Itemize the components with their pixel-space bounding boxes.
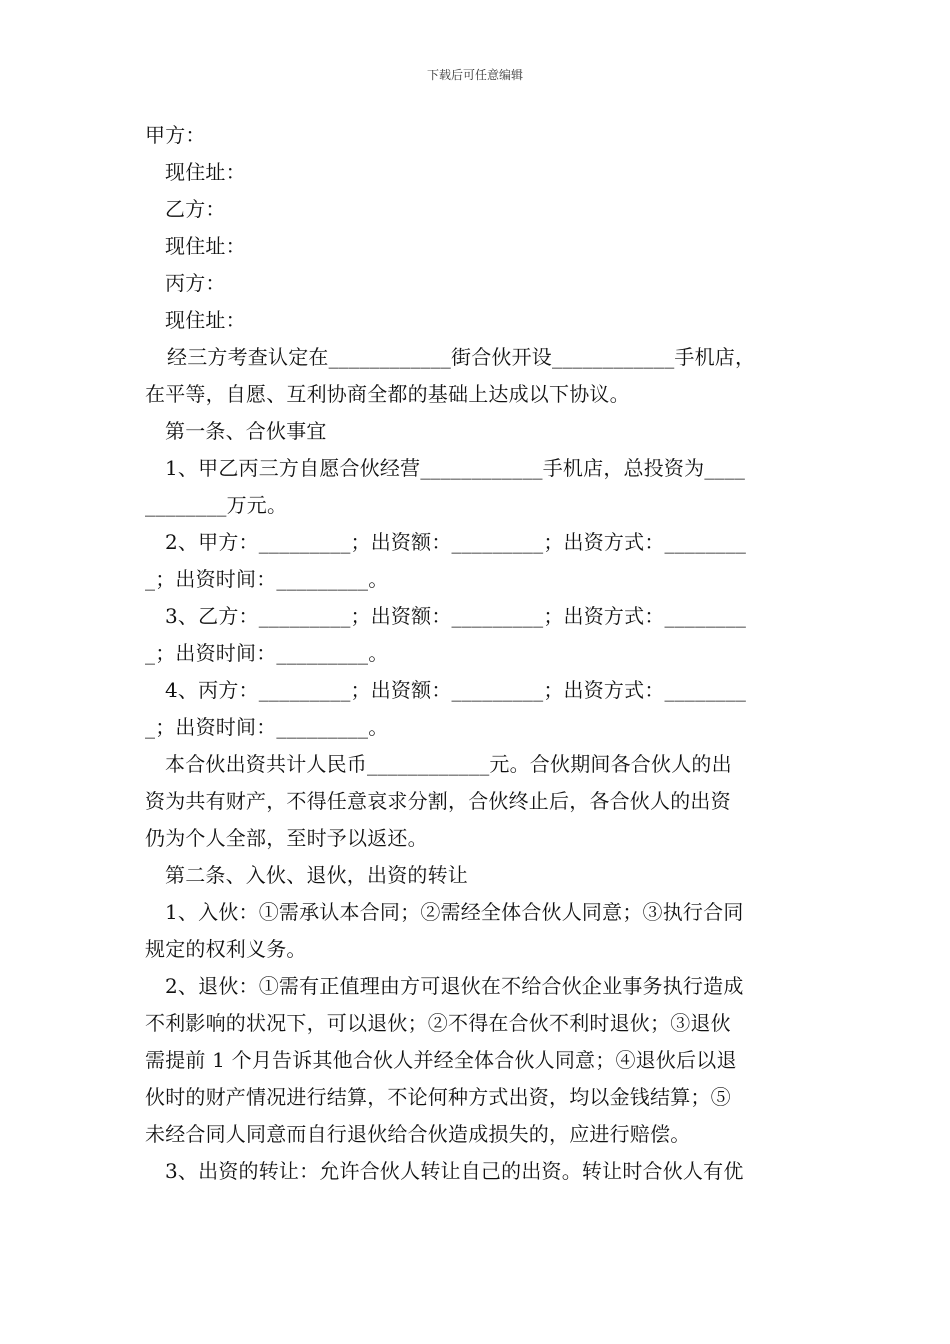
text-line: 4、丙方：_________；出资额：_________；出资方式：________	[165, 678, 747, 702]
text-line: _；出资时间：_________。	[145, 641, 389, 665]
text-line: 甲方：	[145, 123, 206, 147]
page-header: 下载后可任意编辑	[426, 68, 523, 82]
text-line: 在平等，自愿、互利协商全都的基础上达成以下协议。	[145, 382, 630, 406]
section-heading: 第一条、合伙事宜	[165, 419, 327, 443]
text-line: 本合伙出资共计人民币____________元。合伙期间各合伙人的出	[165, 752, 732, 776]
text-line: 规定的权利义务。	[145, 937, 307, 961]
section-heading: 第二条、入伙、退伙，出资的转让	[165, 863, 468, 887]
text-line: 1、入伙：①需承认本合同；②需经全体合伙人同意；③执行合同	[165, 900, 744, 924]
text-line: 3、乙方：_________；出资额：_________；出资方式：________	[165, 604, 747, 628]
text-line: 现住址：	[165, 160, 246, 184]
text-line: 2、甲方：_________；出资额：_________；出资方式：________	[165, 530, 747, 554]
text-line: 1、甲乙丙三方自愿合伙经营____________手机店，总投资为____	[165, 456, 746, 480]
text-line: 2、退伙：①需有正值理由方可退伙在不给合伙企业事务执行造成	[165, 974, 744, 998]
text-line: 需提前 1 个月告诉其他合伙人并经全体合伙人同意；④退伙后以退	[145, 1048, 737, 1072]
text-line: 未经合同人同意而自行退伙给合伙造成损失的，应进行赔偿。	[145, 1122, 691, 1146]
text-line: 3、出资的转让：允许合伙人转让自己的出资。转让时合伙人有优	[165, 1159, 744, 1183]
text-line: _；出资时间：_________。	[145, 715, 389, 739]
text-line: 现住址：	[165, 308, 246, 332]
text-line: 伙时的财产情况进行结算，不论何种方式出资，均以金钱结算；⑤	[145, 1085, 731, 1109]
text-line: 仍为个人全部，至时予以返还。	[145, 826, 428, 850]
text-line: 资为共有财产，不得任意哀求分割，合伙终止后，各合伙人的出资	[145, 789, 731, 813]
text-line: 丙方：	[165, 271, 226, 295]
text-line: _；出资时间：_________。	[145, 567, 389, 591]
text-line: ________万元。	[145, 493, 288, 517]
text-line: 现住址：	[165, 234, 246, 258]
text-line: 乙方：	[165, 197, 226, 221]
document-body	[145, 117, 810, 1190]
text-line: 经三方考查认定在____________街合伙开设____________手机店，	[167, 345, 756, 369]
text-line: 不利影响的状况下，可以退伙；②不得在合伙不利时退伙；③退伙	[145, 1011, 731, 1035]
